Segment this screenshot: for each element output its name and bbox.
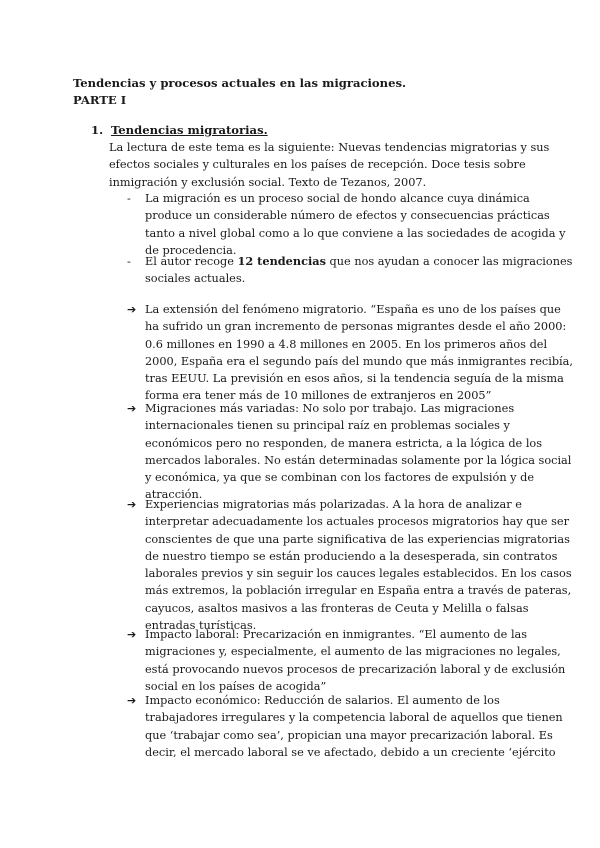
intro-line: La lectura de este tema es la siguiente: Nuevas tendencias migratorias y sus bbox=[109, 141, 550, 154]
list-line: forma era tener más de 10 millones de extranjeros en 2005” bbox=[145, 389, 492, 403]
text-run: El autor recoge bbox=[145, 255, 238, 268]
list-line: sociales actuales. bbox=[145, 272, 246, 286]
dash-marker: - bbox=[127, 192, 131, 205]
list-line: atracción. bbox=[145, 488, 203, 502]
intro-paragraph bbox=[109, 139, 550, 191]
dash-list-item bbox=[127, 190, 566, 259]
intro-line: inmigración y exclusión social. Texto de Tezanos, 2007. bbox=[109, 175, 427, 189]
arrow-right-icon: ➔ bbox=[127, 303, 137, 316]
arrow-list-item bbox=[127, 692, 563, 761]
list-line: Impacto económico: Reducción de salarios. El aumento de los bbox=[145, 694, 500, 707]
list-line: tras EEUU. La previsión en esos años, si la tendencia seguía de la misma bbox=[145, 372, 564, 385]
section-number: 1. bbox=[91, 123, 104, 137]
arrow-right-icon: ➔ bbox=[127, 402, 137, 415]
dash-marker: - bbox=[127, 255, 131, 268]
list-line: decir, el mercado laboral se ve afectado, debido a un creciente ‘ejército bbox=[145, 745, 556, 759]
arrow-list-item bbox=[127, 301, 573, 405]
text-run: que nos ayudan a conocer las migraciones bbox=[325, 255, 573, 268]
list-line: internacionales tienen su principal raíz en problemas sociales y bbox=[145, 419, 510, 433]
list-line: ha sufrido un gran incremento de personas migrantes desde el año 2000: bbox=[145, 320, 567, 334]
list-line: Impacto laboral: Precarización en inmigrantes. “El aumento de las bbox=[145, 628, 528, 641]
list-line: Migraciones más variadas: No solo por trabajo. Las migraciones bbox=[145, 402, 515, 415]
list-line: La migración es un proceso social de hondo alcance cuya dinámica bbox=[145, 192, 530, 205]
list-line: de procedencia. bbox=[145, 243, 237, 257]
intro-line: efectos sociales y culturales en los países de recepción. Doce tesis sobre bbox=[109, 158, 526, 172]
list-line: y económica, ya que se combinan con los factores de expulsión y de bbox=[145, 471, 535, 484]
list-line: social en los países de acogida” bbox=[145, 679, 327, 693]
list-line: 2000, España era el segundo país del mundo que más inmigrantes recibía, bbox=[145, 354, 573, 368]
list-line: más extremos, la población irregular en España entra a través de pateras, bbox=[145, 584, 572, 598]
document-title bbox=[73, 75, 406, 109]
list-line: está provocando nuevos procesos de precarización laboral y de exclusión bbox=[145, 662, 566, 676]
arrow-right-icon: ➔ bbox=[127, 694, 137, 707]
list-line: produce un considerable número de efectos y consecuencias prácticas bbox=[145, 209, 550, 223]
arrow-list-item bbox=[127, 400, 572, 504]
bold-run: 12 tendencias bbox=[237, 254, 326, 268]
list-line: económicos pero no responden, de manera estricta, a la lógica de los bbox=[145, 436, 543, 450]
arrow-list-item bbox=[127, 626, 566, 695]
section-title: Tendencias migratorias. bbox=[111, 123, 268, 137]
list-line bbox=[145, 253, 573, 270]
list-line: interpretar adecuadamente los actuales procesos migratorios hay que ser bbox=[145, 515, 569, 529]
arrow-list-item bbox=[127, 496, 572, 634]
list-line: que ‘trabajar como sea’, propician una mayor precarización laboral. Es bbox=[145, 728, 553, 742]
list-line: laborales previos y sin seguir los cauces legales establecidos. En los casos bbox=[145, 567, 572, 580]
list-line: entradas turísticas. bbox=[145, 618, 257, 632]
arrow-right-icon: ➔ bbox=[127, 498, 137, 511]
list-line: 0.6 millones en 1990 a 4.8 millones en 2005. En los primeros años del bbox=[145, 337, 548, 351]
list-line: La extensión del fenómeno migratorio. “España es uno de los países que bbox=[145, 303, 561, 316]
list-line: cayucos, asaltos masivos a las fronteras de Ceuta y Melilla o falsas bbox=[145, 601, 529, 615]
list-line: conscientes de que una parte significativa de las experiencias migratorias bbox=[145, 532, 570, 546]
title-line: Tendencias y procesos actuales en las migraciones. bbox=[73, 76, 407, 90]
list-line: trabajadores irregulares y la competencia laboral de aquellos que tienen bbox=[145, 711, 563, 725]
arrow-right-icon: ➔ bbox=[127, 628, 137, 641]
list-line: mercados laborales. No están determinadas solamente por la lógica social bbox=[145, 453, 572, 467]
list-line: de nuestro tiempo se están produciendo a la desesperada, sin contratos bbox=[145, 549, 558, 563]
list-line: Experiencias migratorias más polarizadas. A la hora de analizar e bbox=[145, 498, 522, 511]
title-part: PARTE I bbox=[73, 93, 127, 107]
section-heading bbox=[91, 122, 268, 139]
dash-list-item bbox=[127, 253, 573, 288]
list-line: migraciones y, especialmente, el aumento de las migraciones no legales, bbox=[145, 645, 561, 659]
list-line: tanto a nivel global como a lo que conviene a las sociedades de acogida y bbox=[145, 226, 566, 240]
